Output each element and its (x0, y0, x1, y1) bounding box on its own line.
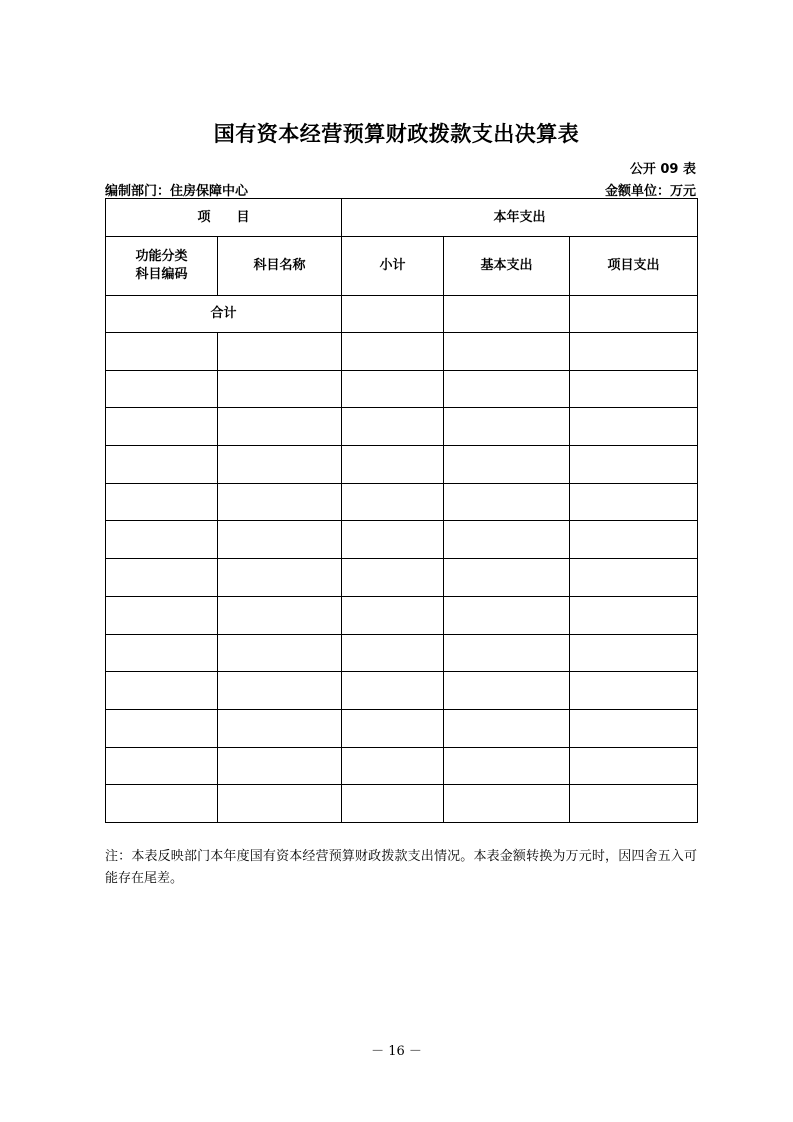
table-row (106, 634, 698, 672)
table-cell (218, 596, 342, 634)
table-subheader-row (106, 237, 698, 296)
table-row (106, 672, 698, 710)
total-subtotal-cell (342, 296, 444, 333)
table-cell (342, 596, 444, 634)
table-cell (106, 370, 218, 408)
table-cell (570, 483, 698, 521)
table-cell (570, 521, 698, 559)
table-cell (342, 709, 444, 747)
table-cell (106, 446, 218, 484)
table-cell (218, 747, 342, 785)
footnote: 注：本表反映部门本年度国有资本经营预算财政拨款支出情况。本表金额转换为万元时，因四舍五入可能存在尾差。 (105, 849, 697, 886)
table-cell (444, 446, 570, 484)
table-cell (218, 785, 342, 823)
table-cell (444, 370, 570, 408)
table-cell (106, 521, 218, 559)
table-cell (444, 408, 570, 446)
table-cell (342, 747, 444, 785)
table-cell (106, 672, 218, 710)
table-cell (106, 333, 218, 371)
table-cell (570, 747, 698, 785)
table-cell (218, 672, 342, 710)
table-row (106, 785, 698, 823)
table-cell (342, 785, 444, 823)
table-cell (106, 747, 218, 785)
table-row (106, 521, 698, 559)
table-cell (444, 634, 570, 672)
table-row (106, 559, 698, 597)
table-cell (218, 333, 342, 371)
table-row (106, 408, 698, 446)
total-label: 合计 (106, 296, 342, 333)
table-cell (106, 408, 218, 446)
table-cell (444, 521, 570, 559)
table-cell (218, 559, 342, 597)
table-cell (218, 408, 342, 446)
table-cell (106, 559, 218, 597)
table-cell (106, 785, 218, 823)
expenditure-table (105, 198, 698, 823)
page-number: － 16 － (371, 1044, 422, 1059)
table-cell (106, 596, 218, 634)
table-cell (570, 408, 698, 446)
table-cell (342, 408, 444, 446)
total-project-cell (570, 296, 698, 333)
table-cell (444, 747, 570, 785)
table-row (106, 709, 698, 747)
table-cell (342, 370, 444, 408)
unit-label: 金额单位：万元 (604, 184, 696, 199)
table-row (106, 483, 698, 521)
header-project-expenditure: 项目支出 (570, 237, 698, 296)
header-subtotal: 小计 (342, 237, 444, 296)
header-function-code-line1: 功能分类 (135, 249, 188, 264)
table-cell (342, 483, 444, 521)
table-cell (106, 483, 218, 521)
header-function-code (106, 237, 218, 296)
table-cell (342, 672, 444, 710)
table-cell (218, 446, 342, 484)
table-cell (570, 596, 698, 634)
department-label: 编制部门：住房保障中心 (105, 184, 249, 199)
table-cell (570, 634, 698, 672)
table-cell (342, 559, 444, 597)
table-cell (106, 709, 218, 747)
header-subject-name: 科目名称 (218, 237, 342, 296)
table-cell (570, 446, 698, 484)
table-row (106, 370, 698, 408)
header-item: 项 目 (106, 199, 342, 237)
header-basic-expenditure: 基本支出 (444, 237, 570, 296)
table-cell (444, 333, 570, 371)
form-number: 公开 09 表 (629, 162, 696, 177)
table-cell (218, 370, 342, 408)
table-cell (570, 785, 698, 823)
table-cell (218, 634, 342, 672)
page-title: 国有资本经营预算财政拨款支出决算表 (213, 122, 580, 146)
table-cell (444, 709, 570, 747)
meta-row (105, 180, 696, 199)
table-cell (218, 709, 342, 747)
table-cell (570, 370, 698, 408)
table-cell (342, 446, 444, 484)
table-row (106, 333, 698, 371)
table-row (106, 446, 698, 484)
table-cell (444, 672, 570, 710)
header-function-code-line2: 科目编码 (135, 267, 188, 282)
table-header-row (106, 199, 698, 237)
table-cell (570, 333, 698, 371)
total-row (106, 296, 698, 333)
table-cell (444, 559, 570, 597)
table-row (106, 747, 698, 785)
table-cell (342, 333, 444, 371)
table-cell (218, 521, 342, 559)
total-basic-cell (444, 296, 570, 333)
table-cell (444, 483, 570, 521)
table-cell (570, 709, 698, 747)
table-row (106, 596, 698, 634)
table-cell (444, 596, 570, 634)
table-cell (570, 559, 698, 597)
header-annual-expenditure: 本年支出 (342, 199, 698, 237)
table-cell (570, 672, 698, 710)
table-cell (342, 521, 444, 559)
table-cell (444, 785, 570, 823)
table-cell (106, 634, 218, 672)
table-cell (218, 483, 342, 521)
table-cell (342, 634, 444, 672)
